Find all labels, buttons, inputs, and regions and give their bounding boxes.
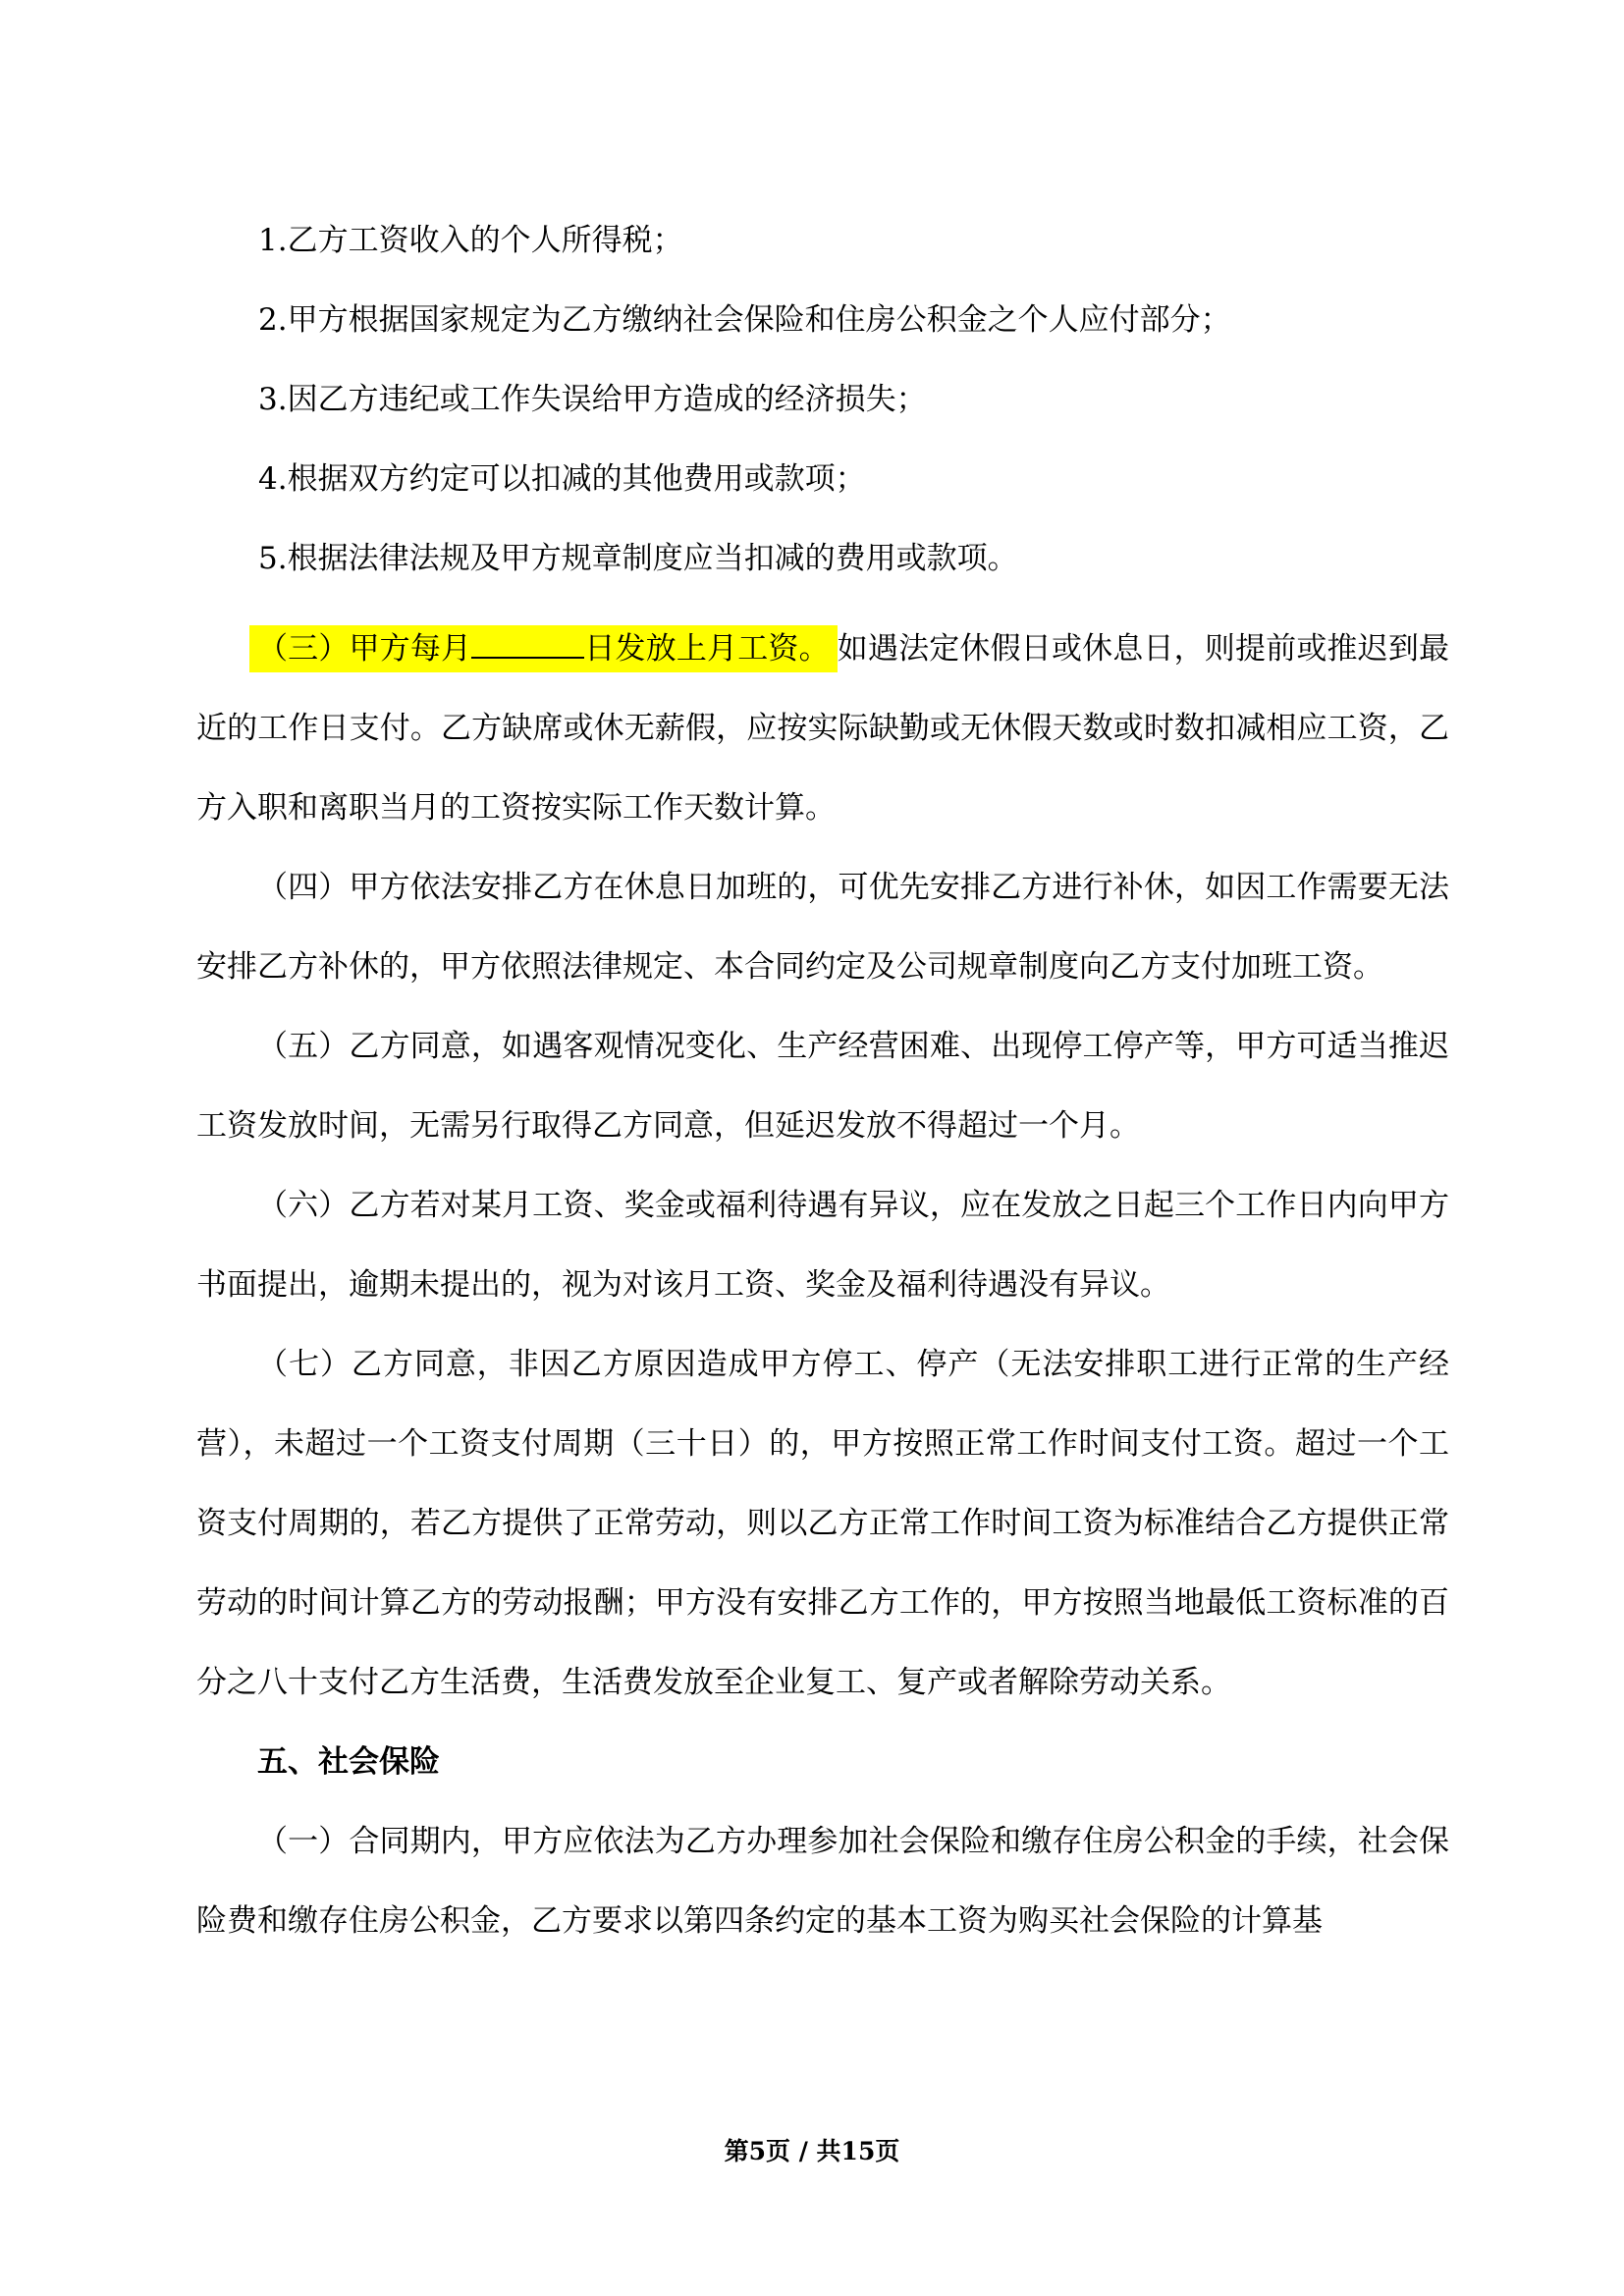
deduction-item-2: 2.甲方根据国家规定为乙方缴纳社会保险和住房公积金之个人应付部分； xyxy=(258,302,1231,338)
deduction-item-4: 4.根据双方约定可以扣减的其他费用或款项； xyxy=(258,461,866,497)
clause-5-paragraph: （五）乙方同意，如遇客观情况变化、生产经营困难、出现停工停产等，甲方可适当推迟工资发放时间，无需另行取得乙方同意，但延迟发放不得超过一个月。 xyxy=(196,1029,1449,1144)
deduction-item-3: 3.因乙方违纪或工作失误给甲方造成的经济损失； xyxy=(258,382,927,417)
clause-3-highlight-pre: （三）甲方每月 xyxy=(257,631,472,667)
clause-3-highlight xyxy=(249,625,838,672)
section-5-clause-1-paragraph: （一）合同期内，甲方应依法为乙方办理参加社会保险和缴存住房公积金的手续，社会保险费和缴存住房公积金，乙方要求以第四条约定的基本工资为购买社会保险的计算基 xyxy=(196,1824,1449,1939)
clause-3-rest: 如遇法定休假日或休息日，则提前或推迟到最近的工作日支付。乙方缺席或休无薪假，应按实际缺勤或无休假天数或时数扣减相应工资，乙方入职和离职当月的工资按实际工作天数计算。 xyxy=(196,631,1450,826)
clause-3-paragraph xyxy=(196,610,1449,848)
page-content xyxy=(196,222,1449,1961)
section-5-heading: 五、社会保险 xyxy=(257,1744,440,1780)
page-footer: 第5页 / 共15页 xyxy=(724,2137,900,2165)
deduction-item-1: 1.乙方工资收入的个人所得税； xyxy=(258,223,683,258)
clause-3-highlight-post: 日发放上月工资。 xyxy=(584,631,830,667)
pay-day-blank xyxy=(471,631,584,659)
clause-7-paragraph: （七）乙方同意，非因乙方原因造成甲方停工、停产（无法安排职工进行正常的生产经营），未超过一个工资支付周期（三十日）的，甲方按照正常工作时间支付工资。超过一个工资支付周期的，若乙方提供了正常劳动，则以乙方正常工作时间工资为标准结合乙方提供正常劳动的时间计算乙方的劳动报酬；甲方没有安排乙方工作的，甲方按照当地最低工资标准的百分之八十支付乙方生活费，生活费发放至企业复工、复产或者解除劳动关系。 xyxy=(196,1347,1449,1700)
clause-6-paragraph: （六）乙方若对某月工资、奖金或福利待遇有异议，应在发放之日起三个工作日内向甲方书面提出，逾期未提出的，视为对该月工资、奖金及福利待遇没有异议。 xyxy=(196,1188,1449,1303)
clause-4-paragraph: （四）甲方依法安排乙方在休息日加班的，可优先安排乙方进行补休，如因工作需要无法安排乙方补休的，甲方依照法律规定、本合同约定及公司规章制度向乙方支付加班工资。 xyxy=(196,870,1449,985)
deduction-item-5: 5.根据法律法规及甲方规章制度应当扣减的费用或款项。 xyxy=(258,541,1018,576)
